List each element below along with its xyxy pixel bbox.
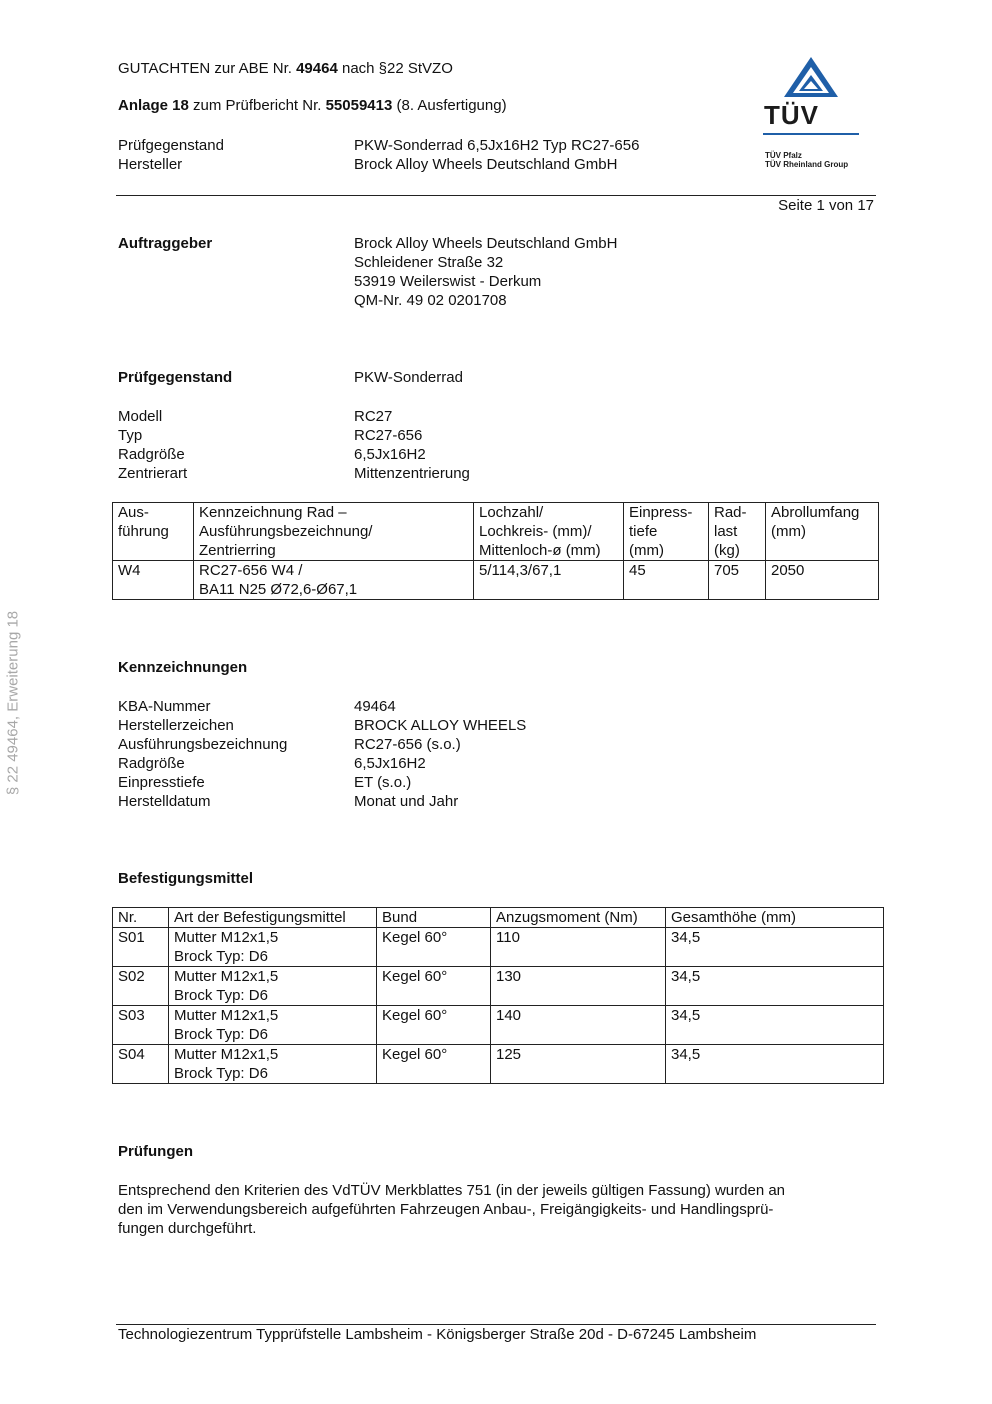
table-cell [766, 561, 879, 600]
pruefgegenstand-label: Prüfgegenstand [118, 369, 233, 386]
table-header-row [113, 908, 884, 928]
table-row [113, 967, 884, 1006]
tuv-logo [755, 53, 880, 173]
cell-line: Zentrierring [199, 542, 276, 559]
cell-line: W4 [118, 562, 141, 579]
table-row [113, 1006, 884, 1045]
table-cell [377, 928, 491, 967]
cell-line: (kg) [714, 542, 740, 559]
kennzeichnungen-labels [118, 697, 287, 811]
anlage-label: Anlage 18 [118, 97, 189, 114]
table-cell [169, 928, 377, 967]
cell-line: S01 [118, 929, 145, 946]
table-cell [113, 928, 169, 967]
tuv-logo-bar [763, 133, 859, 135]
cell-line: Nr. [118, 909, 138, 926]
field-label: Typ [118, 427, 143, 444]
table-cell [377, 967, 491, 1006]
table-cell [666, 928, 884, 967]
field-label: Ausführungsbezeichnung [118, 736, 288, 753]
abe-number: 49464 [296, 60, 338, 77]
paragraph-line: den im Verwendungsbereich aufgeführten Fahrzeugen Anbau-, Freigängigkeits- und Handlingsprü- [118, 1201, 774, 1218]
cell-line: 110 [496, 929, 520, 946]
footer-address: Technologiezentrum Typprüfstelle Lambsheim - Königsberger Straße 20d - D-67245 Lambsheim [118, 1326, 757, 1343]
title-prefix: GUTACHTEN zur ABE Nr. [118, 60, 297, 77]
ausfertigung: (8. Ausfertigung) [392, 97, 507, 114]
cell-line: last [714, 523, 738, 540]
sidebar-text: § 22 49464, Erweiterung 18 [4, 610, 22, 796]
cell-line: 130 [496, 968, 522, 985]
field-value: RC27 [354, 408, 393, 425]
table-cell [709, 561, 766, 600]
field-value: BROCK ALLOY WHEELS [354, 717, 527, 734]
cell-line: Brock Typ: D6 [174, 1026, 268, 1043]
field-label: Einpresstiefe [118, 774, 205, 791]
table-cell [491, 1006, 666, 1045]
cell-line: 45 [629, 562, 646, 579]
cell-line: Mittenloch-ø (mm) [479, 542, 601, 559]
field-value: 6,5Jx16H2 [354, 755, 426, 772]
table-header-cell [666, 908, 884, 928]
cell-line: führung [118, 523, 169, 540]
befestigung-title: Befestigungsmittel [118, 870, 254, 887]
cell-line: Brock Typ: D6 [174, 948, 268, 965]
cell-line: Einpress- [629, 504, 693, 521]
cell-line: 34,5 [671, 1046, 701, 1063]
address-line: Brock Alloy Wheels Deutschland GmbH [354, 235, 618, 252]
pruefgegenstand-value: PKW-Sonderrad [354, 369, 463, 386]
cell-line: Mutter M12x1,5 [174, 1046, 279, 1063]
cell-line: Gesamthöhe (mm) [671, 909, 797, 926]
cell-line: S04 [118, 1046, 145, 1063]
kennzeichnungen-title: Kennzeichnungen [118, 659, 248, 676]
cell-line: Kegel 60° [382, 929, 448, 946]
pruefungen-text [118, 1181, 785, 1238]
auftraggeber-label: Auftraggeber [118, 235, 213, 252]
tuv-logo-text: TÜV [764, 100, 819, 130]
cell-line: Aus- [118, 504, 149, 521]
cell-line: 140 [496, 1007, 522, 1024]
table-cell [666, 967, 884, 1006]
cell-line: S02 [118, 968, 145, 985]
table-cell [194, 561, 474, 600]
field-label: KBA-Nummer [118, 698, 211, 715]
table-header-cell [709, 503, 766, 561]
paragraph-line: Entsprechend den Kriterien des VdTÜV Merkblattes 751 (in der jeweils gültigen Fassung) wurden an [118, 1182, 786, 1199]
cell-line: 705 [714, 562, 740, 579]
cell-line: 5/114,3/67,1 [479, 562, 562, 579]
field-label: Radgröße [118, 755, 185, 772]
table-cell [666, 1045, 884, 1084]
cell-line: Art der Befestigungsmittel [174, 909, 346, 926]
cell-line: Anzugsmoment (Nm) [496, 909, 638, 926]
paragraph-line: fungen durchgeführt. [118, 1220, 257, 1237]
field-label: Zentrierart [118, 465, 188, 482]
field-value: Mittenzentrierung [354, 465, 470, 482]
tuv-logo-sub1: TÜV Pfalz [765, 151, 802, 160]
field-value: Monat und Jahr [354, 793, 459, 810]
document-title [118, 59, 453, 78]
sidebar-reference [5, 598, 21, 808]
cell-line: Ausführungsbezeichnung/ [199, 523, 373, 540]
table-row [113, 1045, 884, 1084]
cell-line: Kegel 60° [382, 968, 448, 985]
cell-line: 125 [496, 1046, 522, 1063]
table-header-cell [766, 503, 879, 561]
table-cell [113, 561, 194, 600]
table-header-cell [377, 908, 491, 928]
table-cell [474, 561, 624, 600]
cell-line: S03 [118, 1007, 145, 1024]
field-value: 49464 [354, 698, 396, 715]
table-cell [491, 928, 666, 967]
befestigung-table [112, 907, 884, 1084]
table-cell [113, 967, 169, 1006]
field-value: RC27-656 [354, 427, 423, 444]
table-cell [113, 1006, 169, 1045]
table-cell [377, 1045, 491, 1084]
field-label: Herstelldatum [118, 793, 211, 810]
pruefungen-title: Prüfungen [118, 1143, 193, 1160]
pruefbericht-number: 55059413 [325, 97, 393, 114]
table-header-cell [624, 503, 709, 561]
cell-line: 2050 [771, 562, 805, 579]
cell-line: Kegel 60° [382, 1007, 448, 1024]
field-value: 6,5Jx16H2 [354, 446, 426, 463]
header-hersteller-label: Hersteller [118, 156, 183, 173]
cell-line: Abrollumfang [771, 504, 860, 521]
address-line: 53919 Weilerswist - Derkum [354, 273, 542, 290]
table-row [113, 928, 884, 967]
cell-line: Mutter M12x1,5 [174, 929, 279, 946]
cell-line: Kegel 60° [382, 1046, 448, 1063]
pruefgegenstand-values [354, 407, 470, 483]
table-cell [377, 1006, 491, 1045]
page-number: Seite 1 von 17 [778, 197, 874, 214]
table-row [113, 561, 879, 600]
cell-line: tiefe [629, 523, 658, 540]
field-label: Modell [118, 408, 163, 425]
table-header-row [113, 503, 879, 561]
address-line: Schleidener Straße 32 [354, 254, 504, 271]
tuv-triangle-icon [781, 55, 841, 99]
cell-line: Brock Typ: D6 [174, 987, 268, 1004]
field-value: RC27-656 (s.o.) [354, 736, 461, 753]
subtitle-mid: zum Prüfbericht Nr. [188, 97, 326, 114]
cell-line: BA11 N25 Ø72,6-Ø67,1 [199, 581, 358, 598]
document-subtitle [118, 96, 507, 115]
table-cell [666, 1006, 884, 1045]
table-header-cell [169, 908, 377, 928]
table-header-cell [474, 503, 624, 561]
table-header-cell [113, 908, 169, 928]
pruefgegenstand-labels [118, 407, 187, 483]
header-pg-value: PKW-Sonderrad 6,5Jx16H2 Typ RC27-656 [354, 137, 640, 154]
header-pg-label: Prüfgegenstand [118, 137, 224, 154]
cell-line: (mm) [771, 523, 806, 540]
table-cell [624, 561, 709, 600]
cell-line: Lochzahl/ [479, 504, 544, 521]
title-suffix: nach §22 StVZO [337, 60, 453, 77]
table-cell [491, 1045, 666, 1084]
table-cell [113, 1045, 169, 1084]
table-header-cell [194, 503, 474, 561]
cell-line: (mm) [629, 542, 664, 559]
table-header-cell [113, 503, 194, 561]
cell-line: 34,5 [671, 1007, 701, 1024]
header-divider [116, 195, 876, 196]
cell-line: Bund [382, 909, 418, 926]
cell-line: 34,5 [671, 968, 701, 985]
cell-line: RC27-656 W4 / [199, 562, 303, 579]
cell-line: Brock Typ: D6 [174, 1065, 268, 1082]
table-cell [169, 1006, 377, 1045]
tuv-logo-sub2: TÜV Rheinland Group [765, 160, 849, 169]
table-cell [169, 1045, 377, 1084]
cell-line: 34,5 [671, 929, 701, 946]
address-line: QM-Nr. 49 02 0201708 [354, 292, 507, 309]
table-cell [169, 967, 377, 1006]
auftraggeber-address [354, 234, 617, 310]
field-value: ET (s.o.) [354, 774, 412, 791]
field-label: Radgröße [118, 446, 185, 463]
cell-line: Kennzeichnung Rad – [199, 504, 347, 521]
cell-line: Mutter M12x1,5 [174, 968, 279, 985]
kennzeichnungen-values [354, 697, 526, 811]
header-hersteller-value: Brock Alloy Wheels Deutschland GmbH [354, 156, 618, 173]
cell-line: Rad- [714, 504, 747, 521]
cell-line: Lochkreis- (mm)/ [479, 523, 592, 540]
wheel-table [112, 502, 879, 600]
table-cell [491, 967, 666, 1006]
table-header-cell [491, 908, 666, 928]
field-label: Herstellerzeichen [118, 717, 234, 734]
cell-line: Mutter M12x1,5 [174, 1007, 279, 1024]
